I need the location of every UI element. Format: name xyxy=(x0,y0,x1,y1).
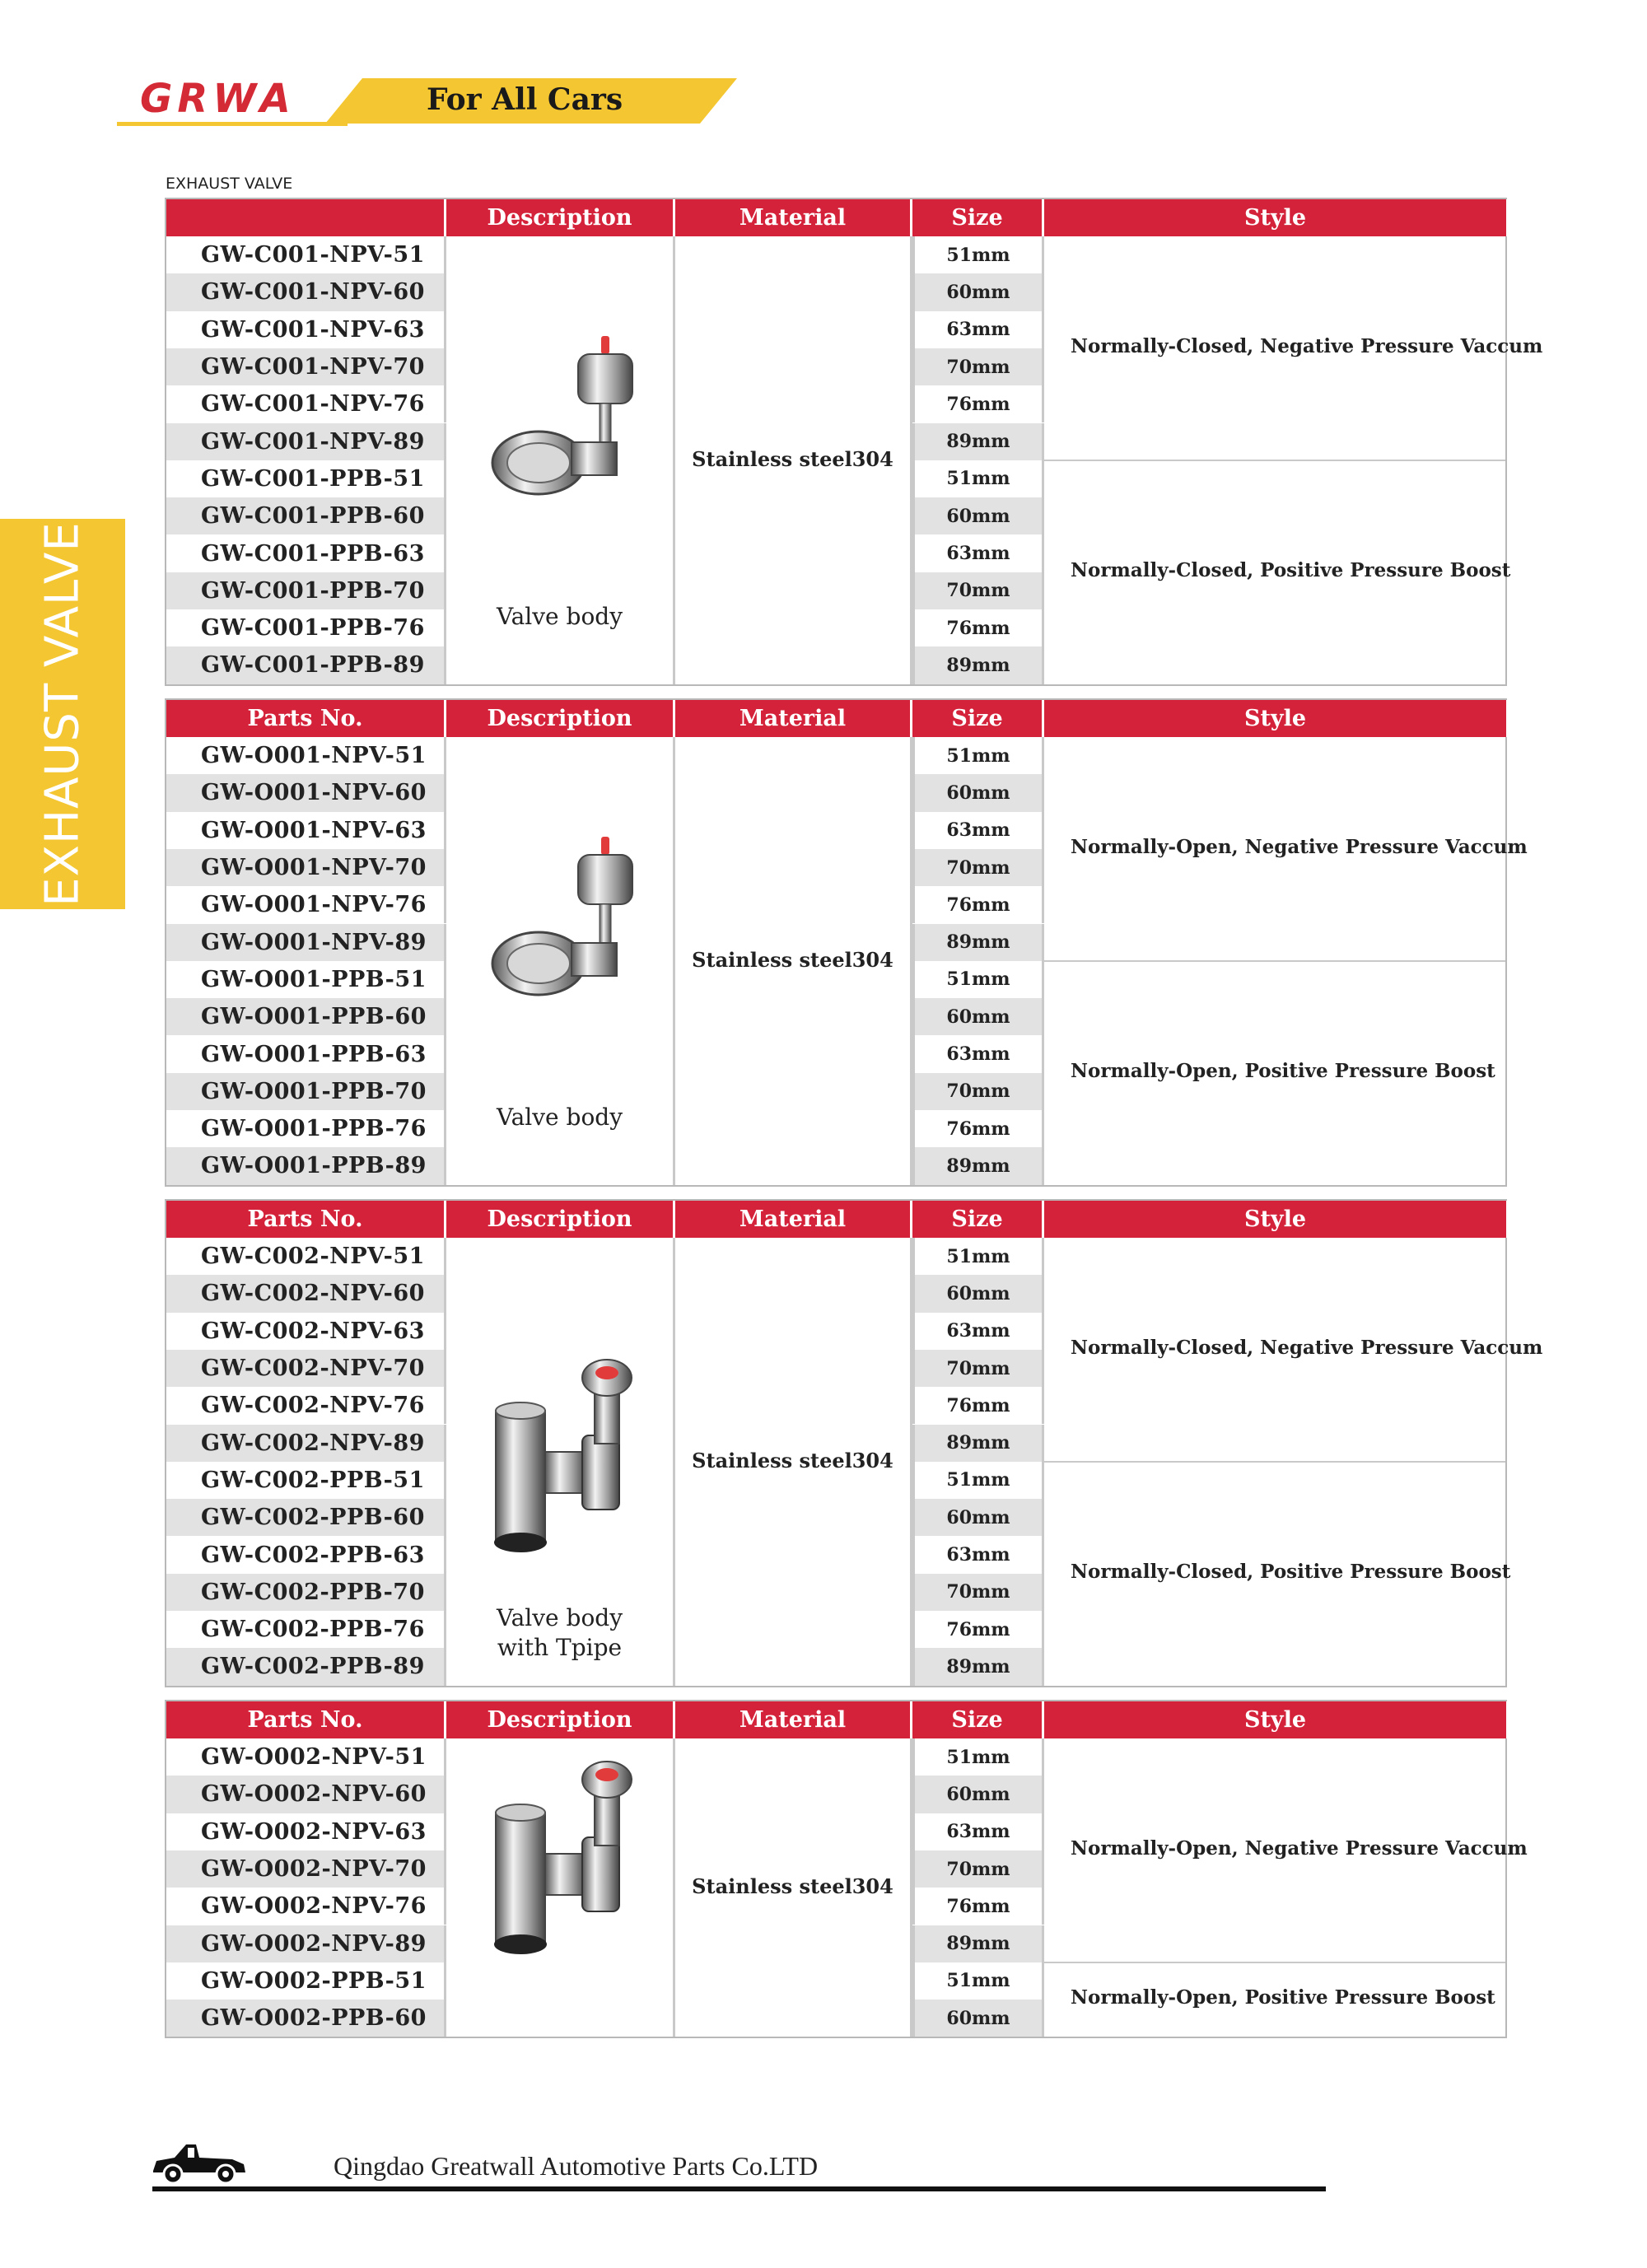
style-text: Normally-Closed, Negative Pressure Vaccum xyxy=(1071,334,1543,357)
material-cell xyxy=(675,1238,912,1686)
part-number: GW-O001-PPB-60 xyxy=(166,998,446,1035)
style-text: Normally-Open, Positive Pressure Boost xyxy=(1071,1059,1495,1082)
part-number: GW-O001-PPB-89 xyxy=(166,1147,446,1184)
style-divider xyxy=(1044,960,1505,962)
size-value: 60mm xyxy=(912,774,1044,811)
size-value: 63mm xyxy=(912,1035,1044,1072)
part-number: GW-O002-NPV-70 xyxy=(166,1850,446,1888)
size-value: 60mm xyxy=(912,1776,1044,1813)
column-header-style: Style xyxy=(1044,1701,1509,1738)
size-value: 63mm xyxy=(912,1536,1044,1573)
size-value: 51mm xyxy=(912,1462,1044,1499)
size-value: 76mm xyxy=(912,609,1044,646)
size-value: 51mm xyxy=(912,1238,1044,1275)
material-cell xyxy=(675,1738,912,2037)
part-number: GW-O001-PPB-70 xyxy=(166,1073,446,1110)
column-header-size: Size xyxy=(912,199,1044,236)
part-number: GW-C002-NPV-76 xyxy=(166,1387,446,1424)
part-number: GW-O001-NPV-51 xyxy=(166,737,446,774)
part-number: GW-O001-PPB-76 xyxy=(166,1110,446,1147)
product-table xyxy=(165,1199,1543,1687)
material-text: Stainless steel304 xyxy=(692,446,893,471)
part-number: GW-C002-PPB-70 xyxy=(166,1574,446,1611)
size-value: 89mm xyxy=(912,1425,1044,1462)
description-text xyxy=(446,1103,673,1132)
part-number: GW-O001-NPV-70 xyxy=(166,849,446,886)
size-value: 51mm xyxy=(912,1738,1044,1776)
product-table xyxy=(165,198,1543,686)
material-text: Stainless steel304 xyxy=(692,1448,893,1472)
style-text: Normally-Closed, Positive Pressure Boost xyxy=(1071,1560,1511,1583)
column-header-style: Style xyxy=(1044,700,1509,737)
part-number: GW-C002-PPB-51 xyxy=(166,1462,446,1499)
part-number: GW-C001-PPB-70 xyxy=(166,572,446,609)
part-number: GW-C002-PPB-60 xyxy=(166,1499,446,1536)
tagline: For All Cars xyxy=(427,82,623,117)
column-header-size: Size xyxy=(912,700,1044,737)
size-value: 89mm xyxy=(912,1925,1044,1962)
part-number: GW-C001-PPB-76 xyxy=(166,609,446,646)
part-number: GW-O001-NPV-60 xyxy=(166,774,446,811)
part-number: GW-C001-NPV-51 xyxy=(166,236,446,273)
column-header-parts: Parts No. xyxy=(166,1701,446,1738)
size-value: 63mm xyxy=(912,534,1044,572)
part-number: GW-C001-PPB-60 xyxy=(166,497,446,534)
column-header-description: Description xyxy=(446,1201,675,1238)
column-header-description: Description xyxy=(446,700,675,737)
column-header-material: Material xyxy=(675,1201,912,1238)
banner-underline xyxy=(117,122,348,126)
part-number: GW-C001-NPV-89 xyxy=(166,423,446,460)
part-number: GW-O001-NPV-76 xyxy=(166,886,446,923)
description-line: with Tpipe xyxy=(497,1633,623,1661)
description-text xyxy=(446,1603,673,1663)
part-number: GW-O002-NPV-76 xyxy=(166,1888,446,1925)
description-cell xyxy=(446,1238,675,1686)
size-value: 60mm xyxy=(912,1275,1044,1312)
size-value: 51mm xyxy=(912,1962,1044,2000)
size-value: 70mm xyxy=(912,1850,1044,1888)
part-number: GW-C002-NPV-60 xyxy=(166,1275,446,1312)
side-tab-label: EXHAUST VALVE xyxy=(35,521,90,907)
size-value: 60mm xyxy=(912,998,1044,1035)
part-number: GW-C002-PPB-63 xyxy=(166,1536,446,1573)
part-number: GW-C002-PPB-89 xyxy=(166,1648,446,1685)
column-header-parts: Parts No. xyxy=(166,700,446,737)
part-number: GW-C001-PPB-51 xyxy=(166,460,446,497)
valve-product-image xyxy=(471,1755,636,1964)
size-value: 63mm xyxy=(912,1313,1044,1350)
size-value: 70mm xyxy=(912,1350,1044,1387)
style-text: Normally-Open, Negative Pressure Vaccum xyxy=(1071,835,1528,858)
column-header-size: Size xyxy=(912,1201,1044,1238)
size-value: 63mm xyxy=(912,1813,1044,1850)
part-number: GW-O002-NPV-63 xyxy=(166,1813,446,1850)
product-table xyxy=(165,698,1528,1187)
size-value: 76mm xyxy=(912,1110,1044,1147)
column-header-style: Style xyxy=(1044,1201,1509,1238)
size-value: 76mm xyxy=(912,1387,1044,1424)
material-cell xyxy=(675,236,912,684)
description-line: Valve body xyxy=(496,1603,623,1631)
part-number: GW-C001-NPV-60 xyxy=(166,273,446,310)
size-value: 76mm xyxy=(912,1888,1044,1925)
part-number: GW-C001-NPV-63 xyxy=(166,311,446,348)
style-text: Normally-Open, Negative Pressure Vaccum xyxy=(1071,1836,1528,1860)
size-value: 70mm xyxy=(912,1073,1044,1110)
part-number: GW-C002-PPB-76 xyxy=(166,1611,446,1648)
column-header-parts: Parts No. xyxy=(166,1201,446,1238)
description-cell xyxy=(446,1738,675,2037)
description-cell xyxy=(446,236,675,684)
description-text xyxy=(446,602,673,632)
part-number: GW-C001-NPV-76 xyxy=(166,385,446,422)
car-icon xyxy=(150,2140,249,2186)
part-number: GW-O002-NPV-51 xyxy=(166,1738,446,1776)
footer-company: Qingdao Greatwall Automotive Parts Co.LTD xyxy=(334,2151,819,2181)
part-number: GW-O002-NPV-89 xyxy=(166,1925,446,1962)
part-number: GW-O001-PPB-51 xyxy=(166,961,446,998)
column-header-material: Material xyxy=(675,700,912,737)
material-text: Stainless steel304 xyxy=(692,947,893,972)
column-header-size: Size xyxy=(912,1701,1044,1738)
part-number: GW-O001-NPV-63 xyxy=(166,812,446,849)
style-divider xyxy=(1044,1962,1505,1963)
size-value: 60mm xyxy=(912,273,1044,310)
style-text: Normally-Open, Positive Pressure Boost xyxy=(1071,1986,1495,2009)
size-value: 60mm xyxy=(912,2000,1044,2037)
size-value: 89mm xyxy=(912,1648,1044,1685)
valve-product-image xyxy=(481,832,646,1041)
size-value: 63mm xyxy=(912,311,1044,348)
material-text: Stainless steel304 xyxy=(692,1874,893,1899)
size-value: 89mm xyxy=(912,924,1044,961)
size-value: 70mm xyxy=(912,348,1044,385)
size-value: 60mm xyxy=(912,497,1044,534)
part-number: GW-C002-NPV-51 xyxy=(166,1238,446,1275)
size-value: 51mm xyxy=(912,460,1044,497)
part-number: GW-C002-NPV-89 xyxy=(166,1425,446,1462)
style-divider xyxy=(1044,1461,1505,1463)
part-number: GW-C001-PPB-63 xyxy=(166,534,446,572)
footer-rule xyxy=(152,2186,1326,2191)
section-label: EXHAUST VALVE xyxy=(166,175,293,193)
part-number: GW-O001-PPB-63 xyxy=(166,1035,446,1072)
column-header-description: Description xyxy=(446,1701,675,1738)
column-header-style: Style xyxy=(1044,199,1509,236)
valve-product-image xyxy=(481,331,646,540)
size-value: 51mm xyxy=(912,236,1044,273)
size-value: 51mm xyxy=(912,961,1044,998)
description-line: Valve body xyxy=(496,602,623,630)
product-table xyxy=(165,1700,1528,2038)
size-value: 89mm xyxy=(912,646,1044,684)
part-number: GW-O002-PPB-51 xyxy=(166,1962,446,2000)
part-number: GW-O002-PPB-60 xyxy=(166,2000,446,2037)
size-value: 70mm xyxy=(912,1574,1044,1611)
part-number: GW-O002-NPV-60 xyxy=(166,1776,446,1813)
size-value: 70mm xyxy=(912,572,1044,609)
column-header-material: Material xyxy=(675,199,912,236)
part-number: GW-C001-NPV-70 xyxy=(166,348,446,385)
size-value: 76mm xyxy=(912,385,1044,422)
size-value: 51mm xyxy=(912,737,1044,774)
part-number: GW-C001-PPB-89 xyxy=(166,646,446,684)
size-value: 89mm xyxy=(912,423,1044,460)
part-number: GW-C002-NPV-63 xyxy=(166,1313,446,1350)
style-divider xyxy=(1044,460,1505,461)
description-cell xyxy=(446,737,675,1185)
material-cell xyxy=(675,737,912,1185)
style-text: Normally-Closed, Positive Pressure Boost xyxy=(1071,558,1511,581)
size-value: 70mm xyxy=(912,849,1044,886)
size-value: 63mm xyxy=(912,812,1044,849)
size-value: 76mm xyxy=(912,1611,1044,1648)
part-number: GW-O001-NPV-89 xyxy=(166,924,446,961)
size-value: 76mm xyxy=(912,886,1044,923)
column-header-parts xyxy=(166,199,446,236)
column-header-material: Material xyxy=(675,1701,912,1738)
size-value: 89mm xyxy=(912,1147,1044,1184)
valve-product-image xyxy=(471,1353,636,1562)
size-value: 60mm xyxy=(912,1499,1044,1536)
brand-logo: GRWA xyxy=(140,76,296,122)
style-text: Normally-Closed, Negative Pressure Vaccum xyxy=(1071,1336,1543,1359)
column-header-description: Description xyxy=(446,199,675,236)
part-number: GW-C002-NPV-70 xyxy=(166,1350,446,1387)
description-line: Valve body xyxy=(496,1103,623,1131)
